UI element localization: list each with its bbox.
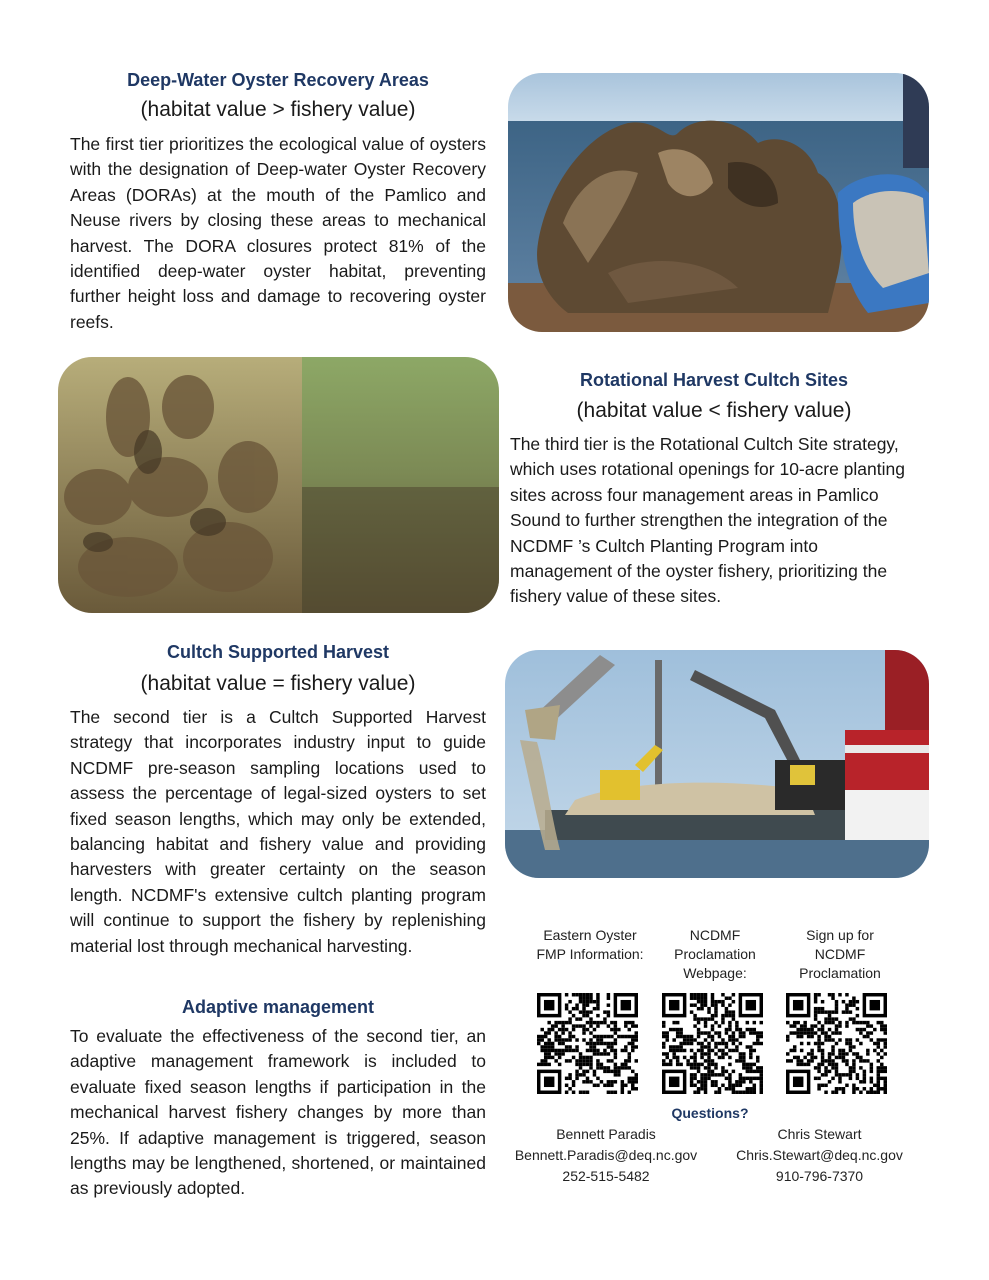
contact-email[interactable]: Bennett.Paradis@deq.nc.gov xyxy=(514,1147,698,1163)
contact-card xyxy=(506,1124,706,1187)
rotational-title: Rotational Harvest Cultch Sites xyxy=(579,370,849,390)
rotational-body: The third tier is the Rotational Cultch Site strategy, which uses rotational openings for 10-acre planting sites across four management areas in Pamlico Sound to further strengthen the integration of the NCDMF ’s Cultch Planting Program into management of the oyster fishery, prioritizing the fishery value of these sites. xyxy=(510,434,905,607)
rotational-subtitle: (habitat value < fishery value) xyxy=(576,399,852,422)
adaptive-title: Adaptive management xyxy=(181,997,375,1017)
dora-title: Deep-Water Oyster Recovery Areas xyxy=(127,70,429,90)
qr-code-fmp[interactable] xyxy=(537,993,638,1094)
qr-label-proclamation-webpage: NCDMF Proclamation Webpage: xyxy=(674,927,756,981)
contact-name: Bennett Paradis xyxy=(556,1126,656,1142)
contact-phone: 910-796-7370 xyxy=(775,1168,864,1184)
cultch-supported-title: Cultch Supported Harvest xyxy=(166,642,390,662)
cultch-supported-subtitle: (habitat value = fishery value) xyxy=(140,672,416,695)
qr-label-fmp: Eastern Oyster FMP Information: xyxy=(536,927,644,962)
qr-code-proclamation-webpage[interactable] xyxy=(662,993,763,1094)
contact-email[interactable]: Chris.Stewart@deq.nc.gov xyxy=(736,1147,903,1163)
barge-excavator-photo xyxy=(505,650,929,878)
underwater-reef-photo xyxy=(58,357,499,613)
cultch-supported-body: The second tier is a Cultch Supported Harvest strategy that incorporates industry input to guide NCDMF pre-season sampling locations used to assess the percentage of legal-sized oysters to set fixed season lengths, which may only be extended, balancing habitat and fishery value and providing harvesters with greater certainty on the season length. NCDMF's extensive cultch planting program will continue to support the fishery by replenishing material lost through mechanical harvesting. xyxy=(70,707,486,956)
adaptive-body: To evaluate the effectiveness of the second tier, an adaptive management framework is included to evaluate fixed season lengths if participation in the mechanical harvest fishery changes by more than 25%. If adaptive management is triggered, season lengths may be lengthened, shortened, or maintained as previously adopted. xyxy=(70,1026,486,1199)
qr-label-signup: Sign up for NCDMF Proclamation xyxy=(799,927,881,981)
contact-phone: 252-515-5482 xyxy=(562,1168,650,1184)
questions-heading: Questions? xyxy=(671,1105,749,1121)
contact-card xyxy=(722,1124,917,1187)
contact-name: Chris Stewart xyxy=(777,1126,862,1142)
oyster-cluster-photo xyxy=(508,73,929,332)
dora-subtitle: (habitat value > fishery value) xyxy=(140,98,416,121)
qr-code-signup[interactable] xyxy=(786,993,887,1094)
dora-body: The first tier prioritizes the ecological value of oysters with the designation of Deep-water Oyster Recovery Areas (DORAs) at the mouth of the Pamlico and Neuse rivers by closing these areas to mechanical harvest. The DORA closures protect 81% of the identified deep-water oyster habitat, preventing further height loss and damage to recovering oyster reefs. xyxy=(70,134,486,332)
